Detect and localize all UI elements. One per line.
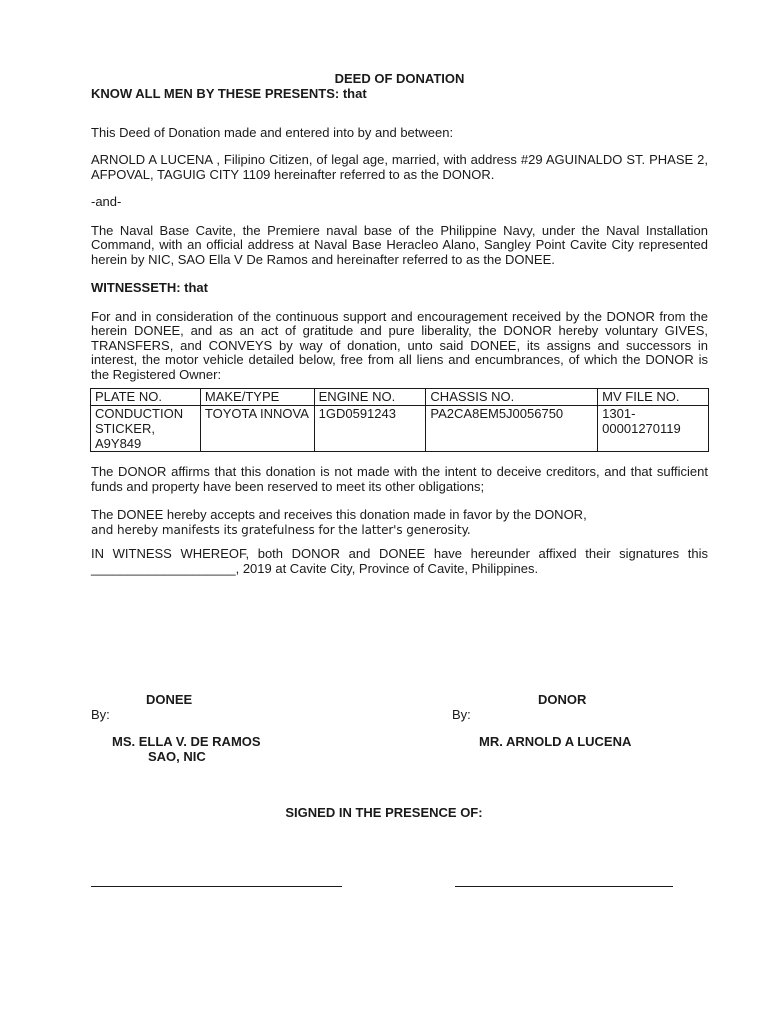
donee-paragraph: The Naval Base Cavite, the Premiere naval base of the Philippine Navy, under the Naval Installation Command, with an official address at Naval Base Heracleo Alano, Sangley Point Cavite City represented herein by NIC, SAO Ella V De Ramos and hereinafter referred to as the DONEE. (91, 222, 708, 267)
donee-title: SAO, NIC (148, 749, 206, 764)
presence-heading: SIGNED IN THE PRESENCE OF: (285, 805, 483, 820)
header-plate-no: PLATE NO. (91, 389, 201, 406)
header-mv-file-no: MV FILE NO. (598, 389, 709, 406)
cell-chassis-no: PA2CA8EM5J0056750 (426, 406, 598, 452)
accept-line-1: The DONEE hereby accepts and receives this donation made in favor by the DONOR, (91, 507, 587, 522)
witness-signature-line-left (91, 886, 342, 887)
donee-by: By: (91, 707, 110, 722)
accept-line-2: and hereby manifests its gratefulness for the latter's generosity. (91, 522, 471, 537)
consideration-paragraph: For and in consideration of the continuous support and encouragement received by the DONOR from the herein DONEE, and as an act of gratitude and pure liberality, the DONOR hereby voluntary GIVES, TRANSFERS, and CONVEYS by way of donation, unto said DONEE, its assigns and successors in interest, the motor vehicle detailed below, free from all liens and encumbrances, of which the DONOR is the Registered Owner: (91, 308, 708, 382)
document-title: DEED OF DONATION (334, 71, 465, 86)
donor-by: By: (452, 707, 471, 722)
in-witness-paragraph: IN WITNESS WHEREOF, both DONOR and DONEE have hereunder affixed their signatures this ____________________, 2019 at Cavite City, Province of Cavite, Philippines. (91, 546, 708, 576)
header-make-type: MAKE/TYPE (200, 389, 314, 406)
table-row (91, 406, 709, 452)
donor-name: MR. ARNOLD A LUCENA (479, 734, 632, 749)
donee-label: DONEE (146, 692, 193, 707)
intro-paragraph: This Deed of Donation made and entered into by and between: (91, 124, 454, 140)
donor-label: DONOR (538, 692, 587, 707)
witness-signature-line-right (455, 886, 673, 887)
cell-make-type: TOYOTA INNOVA (200, 406, 314, 452)
cell-mv-file-no: 1301-00001270119 (598, 406, 709, 452)
deed-page (91, 68, 708, 576)
vehicle-table (90, 388, 709, 452)
vehicle-table-header-row (91, 389, 709, 406)
header-chassis-no: CHASSIS NO. (426, 389, 598, 406)
donee-name: MS. ELLA V. DE RAMOS (112, 734, 261, 749)
witnesseth-heading: WITNESSETH: that (91, 280, 208, 295)
document-subtitle: KNOW ALL MEN BY THESE PRESENTS: that (91, 86, 367, 101)
cell-plate-no: CONDUCTION STICKER, A9Y849 (91, 406, 201, 452)
header-engine-no: ENGINE NO. (314, 389, 426, 406)
accept-paragraph (91, 508, 708, 537)
cell-engine-no: 1GD0591243 (314, 406, 426, 452)
and-separator: -and- (91, 194, 122, 209)
affirm-paragraph: The DONOR affirms that this donation is not made with the intent to deceive creditors, and that sufficient funds and property have been reserved to meet its other obligations; (91, 464, 708, 494)
donor-paragraph: ARNOLD A LUCENA , Filipino Citizen, of legal age, married, with address #29 AGUINALDO ST. PHASE 2, AFPOVAL, TAGUIG CITY 1109 hereinafter referred to as the DONOR. (91, 152, 708, 182)
